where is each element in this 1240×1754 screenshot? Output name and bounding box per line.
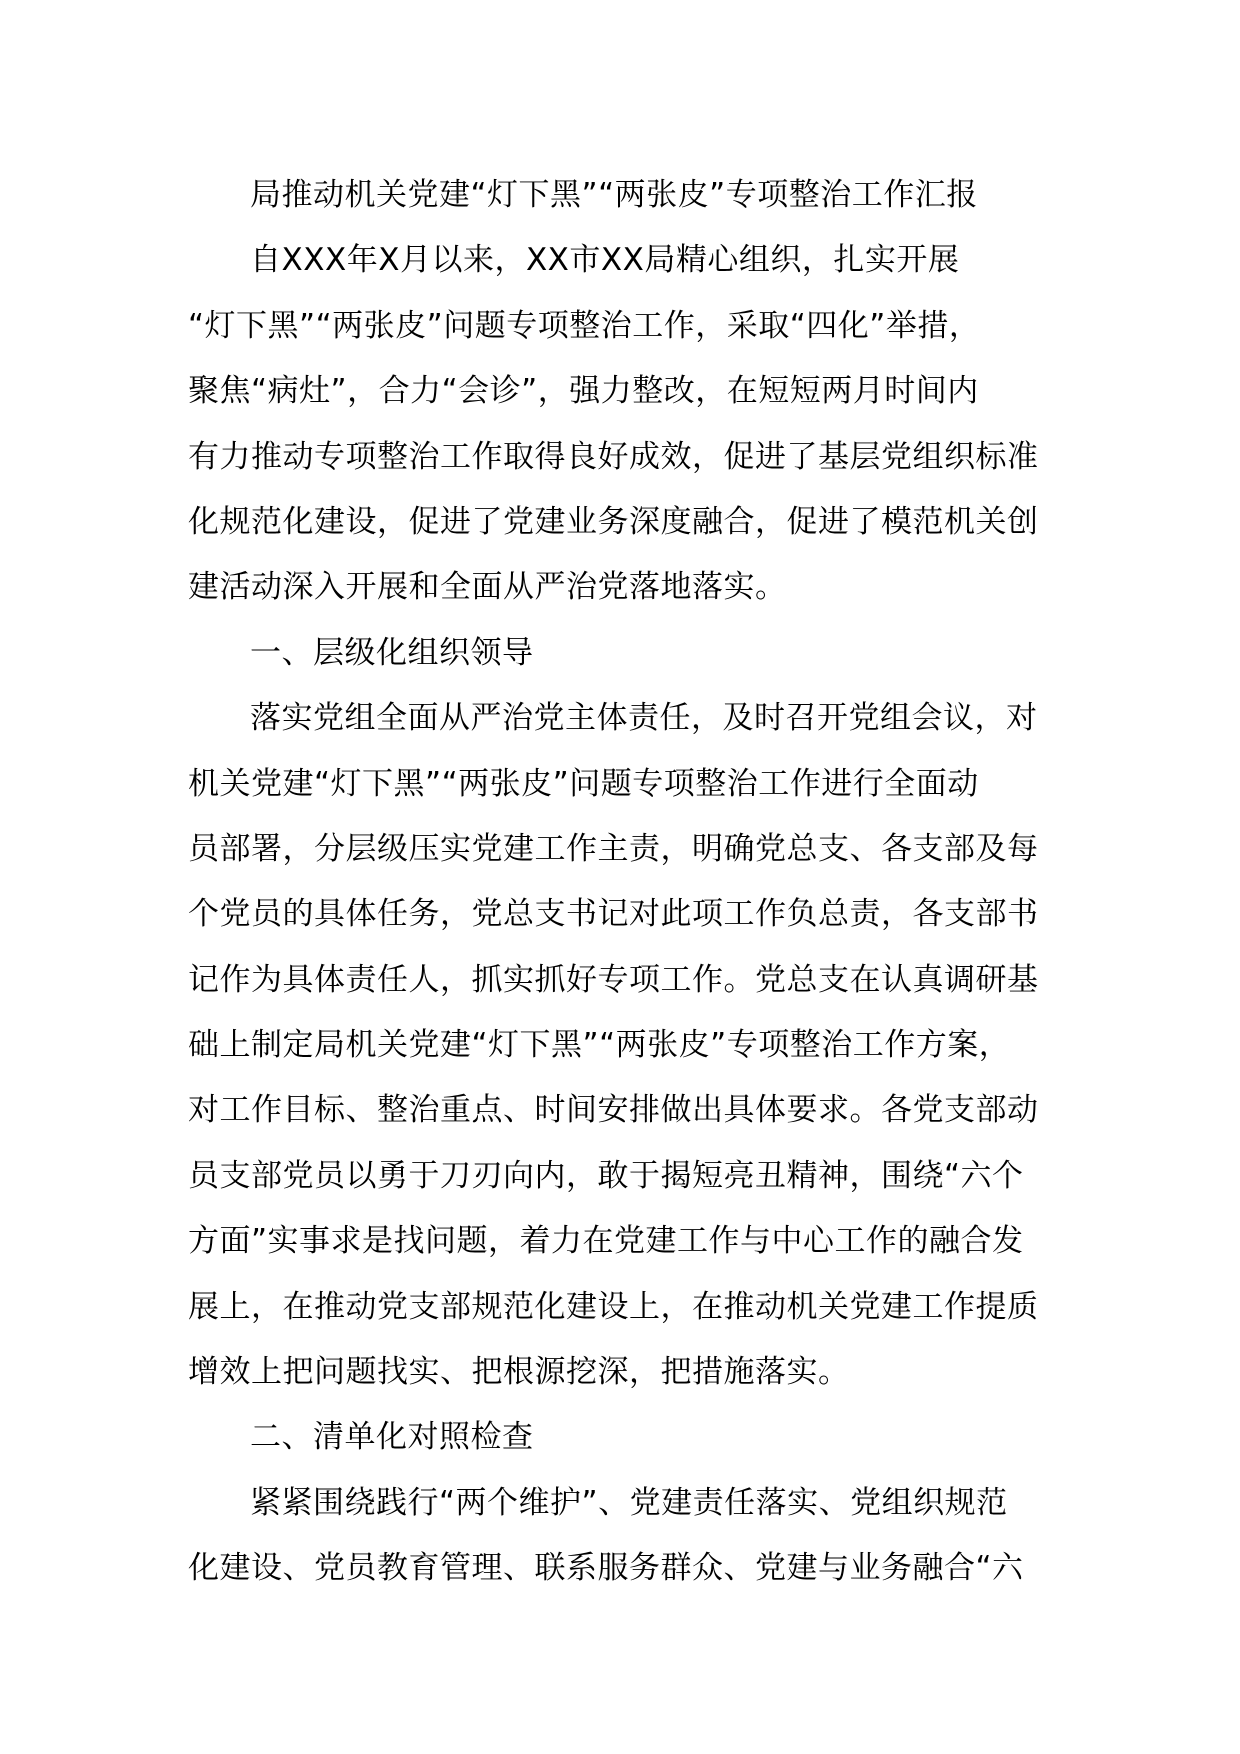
document-title: 局推动机关党建“灯下黑”“两张皮”专项整治工作汇报	[250, 177, 978, 213]
paragraph-line: 化规范化建设，促进了党建业务深度融合，促进了模范机关创	[188, 503, 1039, 540]
paragraph-line: 聚焦“病灶”，合力“会诊”，强力整改，在短短两月时间内	[188, 373, 979, 410]
paragraph-line: 方面”实事求是找问题，着力在党建工作与中心工作的融合发	[188, 1223, 1024, 1260]
document-body	[188, 163, 1056, 1602]
paragraph-line: 对工作目标、整治重点、时间安排做出具体要求。各党支部动	[188, 1092, 1039, 1129]
paragraph-line: 展上，在推动党支部规范化建设上，在推动机关党建工作提质	[188, 1288, 1039, 1325]
paragraph-line: 化建设、党员教育管理、联系服务群众、党建与业务融合“六	[188, 1550, 1024, 1587]
paragraph-line: 员部署，分层级压实党建工作主责，明确党总支、各支部及每	[188, 830, 1039, 867]
paragraph-line: 增效上把问题找实、把根源挖深，把措施落实。	[188, 1354, 850, 1391]
section-heading: 一、层级化组织领导	[250, 634, 534, 671]
paragraph-line: 建活动深入开展和全面从严治党落地落实。	[188, 569, 787, 606]
paragraph-line: 员支部党员以勇于刀刃向内，敢于揭短亮丑精神，围绕“六个	[188, 1157, 1024, 1194]
paragraph-line: 个党员的具体任务，党总支书记对此项工作负总责，各支部书	[188, 896, 1039, 933]
paragraph-line: 记作为具体责任人，抓实抓好专项工作。党总支在认真调研基	[188, 961, 1039, 998]
section-heading: 二、清单化对照检查	[250, 1419, 534, 1456]
paragraph-line: “灯下黑”“两张皮”问题专项整治工作，采取“四化”举措，	[188, 307, 981, 344]
paragraph-line: 机关党建“灯下黑”“两张皮”问题专项整治工作进行全面动	[188, 765, 979, 802]
paragraph-line: 有力推动专项整治工作取得良好成效，促进了基层党组织标准	[188, 438, 1039, 475]
paragraph-line: 自XXX年X月以来，XX市XX局精心组织，扎实开展	[250, 242, 960, 279]
paragraph-line: 落实党组全面从严治党主体责任，及时召开党组会议，对	[250, 700, 1038, 737]
paragraph-line: 紧紧围绕践行“两个维护”、党建责任落实、党组织规范	[250, 1484, 1008, 1521]
paragraph-line: 础上制定局机关党建“灯下黑”“两张皮”专项整治工作方案，	[188, 1027, 1011, 1064]
